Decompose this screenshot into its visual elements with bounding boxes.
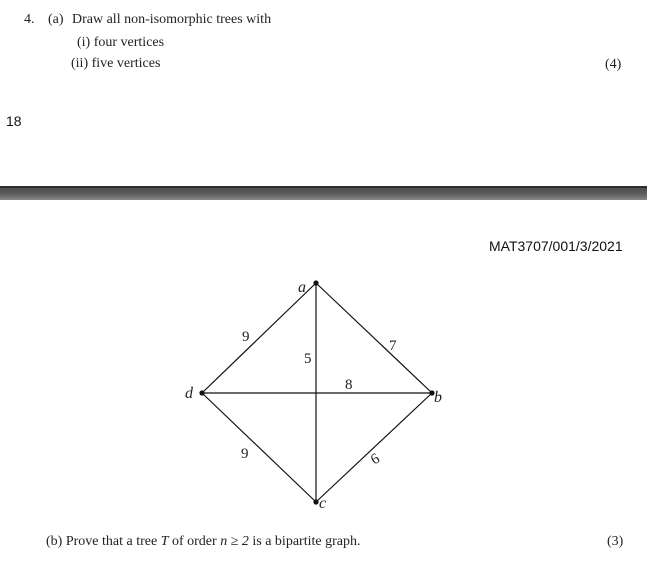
weight-b-c: 6 xyxy=(368,450,383,469)
part-a-text: Draw all non-isomorphic trees with xyxy=(72,12,272,27)
vertex-d-dot xyxy=(199,390,204,395)
weight-d-c: 9 xyxy=(241,446,249,462)
sub-item-ii: (ii) five vertices xyxy=(71,56,161,71)
page-number: 18 xyxy=(6,113,22,129)
vertex-b-label: b xyxy=(434,389,442,406)
weight-a-b: 7 xyxy=(389,338,397,354)
sub-item-i: (i) four vertices xyxy=(77,35,165,50)
part-b-line xyxy=(46,534,360,550)
weight-a-c: 5 xyxy=(304,351,312,367)
part-b-post: is a bipartite graph. xyxy=(252,534,361,549)
weight-d-b: 8 xyxy=(345,377,353,393)
vertex-c-dot xyxy=(313,499,318,504)
vertex-a-dot xyxy=(313,280,318,285)
part-b-tree-symbol: T xyxy=(160,534,169,549)
part-b-condition: n ≥ 2 xyxy=(220,534,249,549)
part-b-marks: (3) xyxy=(607,534,624,549)
part-a-marks: (4) xyxy=(605,57,622,72)
part-b-label: (b) xyxy=(46,534,63,549)
part-a-label: (a) xyxy=(48,12,64,27)
edge-a-b xyxy=(316,283,432,393)
vertex-c-label: c xyxy=(319,495,327,512)
weight-a-d: 9 xyxy=(242,329,250,345)
edge-b-c xyxy=(316,393,432,502)
question-number: 4. xyxy=(24,12,35,27)
part-b-pre: Prove that a tree xyxy=(65,534,158,549)
page-header-code: MAT3707/001/3/2021 xyxy=(489,238,623,254)
edge-a-d xyxy=(202,283,316,393)
edge-d-c xyxy=(202,393,316,502)
vertex-a-label: a xyxy=(298,279,306,296)
vertex-d-label: d xyxy=(185,385,193,402)
part-b-mid: of order xyxy=(171,534,217,549)
